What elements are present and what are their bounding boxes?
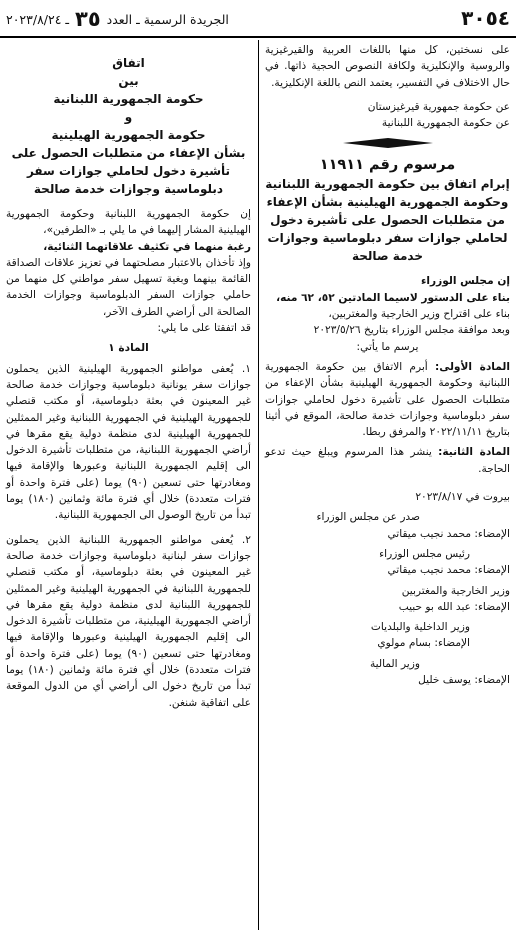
agreement-heading: اتفاق	[112, 56, 145, 70]
clause-2: ٢. يُعفى مواطنو الجمهورية اللبنانية الذين يحملون جوازات سفر لبنانية دبلوماسية وجوازات خدمة صالحة غير المعينون في بعثة دبلوماسية، أو مكتب قنصلي للجمهورية اللبنانية في الجمهورية الهيلينية وغير الممثلين للجمهورية اللبنانية لدى منظمة دولية يقع مقرها في أراضي الجمهورية الهيلينية، من متطلبات تأشيرة الدخول الى إقليم الجمهورية الهيلينية وعبورها والإقامة فيها ومغادرتها حتى تسعين (٩٠) يوما (على فترة واحدة أو فترات متعددة) خلال أي فترة مائة وثمانين (١٨٠) يوما تبدأ من تاريخ دخول الى أراضي أي من الدول الموقعة على اتفاقية شنغن.	[6, 533, 251, 709]
finance-title: وزير المالية	[369, 657, 420, 670]
decrees-line: يرسم ما يأتي:	[356, 340, 419, 353]
page-header	[0, 0, 516, 38]
decree-issuer: إن مجلس الوزراء	[420, 275, 510, 288]
decree-basis-2: بناء على اقتراح وزير الخارجية والمغتربين،	[328, 308, 510, 321]
issued-by: صدر عن مجلس الوزراء	[316, 511, 420, 524]
fm-signature: الإمضاء: عبد الله بو حبيب	[398, 600, 510, 613]
article-2	[265, 444, 510, 477]
decree-title: مرسوم رقم ١١٩١١	[319, 157, 456, 174]
signature-lebanon: عن حكومة الجمهورية اللبنانية	[381, 117, 510, 130]
agreement-party-2: حكومة الجمهورية الهيلينية	[51, 128, 206, 142]
ornament-divider	[265, 136, 510, 150]
fm-title: وزير الخارجية والمغتربين	[401, 584, 510, 597]
decree-basis-1: بناء على الدستور لاسيما المادتين ٥٢، ٦٢ منه،	[276, 291, 510, 304]
agreement-between: بين	[118, 74, 139, 88]
decree-basis-3: وبعد موافقة مجلس الوزراء بتاريخ ٢٠٢٣/٥/٢٦	[313, 324, 510, 337]
sign-president: الإمضاء: محمد نجيب ميقاتي	[387, 527, 510, 540]
decree-subject: إبرام اتفاق بين حكومة الجمهورية اللبنانية وحكومة الجمهورية الهيلينية بشأن الإعفاء من متطلبات الحصول على تأشيرة دخول لحاملي جوازات سفر دبلوماسية وجوازات خدمة صالحة	[265, 177, 510, 264]
pm-signature: الإمضاء: محمد نجيب ميقاتي	[387, 564, 510, 577]
gazette-title	[6, 9, 229, 29]
left-column	[6, 42, 251, 711]
agreement-and: و	[124, 110, 133, 124]
im-signature: الإمضاء: بسام مولوي	[377, 637, 470, 650]
finance-signature: الإمضاء: يوسف خليل	[418, 674, 510, 687]
gazette-date: ـ ٢٠٢٣/٨/٢٤	[6, 12, 70, 27]
decree-date: بيروت في ٢٠٢٣/٨/١٧	[415, 491, 510, 504]
article-2-label: المادة الثانية:	[438, 446, 510, 459]
im-title: وزير الداخلية والبلديات	[370, 621, 470, 634]
gazette-title-prefix: الجريدة الرسمية ـ العدد	[106, 12, 229, 27]
agreement-subject: بشأن الإعفاء من متطلبات الحصول على تأشيرة دخول لحاملي جوازات سفر دبلوماسية وجوازات خدمة صالحة	[11, 146, 246, 196]
right-column	[265, 42, 510, 688]
signature-kyrgyz: عن حكومة جمهورية قيرغيزستان	[367, 100, 510, 113]
article-heading: المادة ١	[108, 342, 149, 355]
preamble-1: إن حكومة الجمهورية اللبنانية وحكومة الجمهورية الهيلينية المشار إليهما في ما يلي بـ «الطرفين»،	[6, 208, 251, 237]
preamble-3: وإذ تأخذان بالاعتبار مصلحتهما في تعزيز علاقات الصداقة القائمة بينهما وبغية تسهيل سفر مواطني كل منهما من حاملي جوازات السفر الدبلوماسية وجوازات الخدمة الصالحة الى أراضي الطرف الآخر،	[6, 256, 251, 318]
pm-title: رئيس مجلس الوزراء	[379, 547, 470, 560]
agreement-party-1: حكومة الجمهورية اللبنانية	[53, 92, 204, 106]
clause-1: ١. يُعفى مواطنو الجمهورية الهيلينية الذين يحملون جوازات سفر يونانية دبلوماسية وجوازات خدمة صالحة غير المعينون في بعثة دبلوماسية، أو مكتب قنصلي للجمهورية الهيلينية في الجمهورية اللبنانية وغير الممثلين للجمهورية الهيلينية لدى منظمة دولية يقع مقرها في أراضي الجمهورية اللبنانية، من متطلبات تأشيرة الدخول الى إقليم الجمهورية اللبنانية وعبورها والإقامة فيها ومغادرتها حتى تسعين (٩٠) يوما (على فترة واحدة أو فترات متعددة) خلال أي فترة مائة وثمانين (١٨٠) يوما تبدأ من تاريخ الوصول الى الجمهورية اللبنانية.	[6, 362, 251, 522]
article-1-text: أبرم الاتفاق بين حكومة الجمهورية اللبنانية وحكومة الجمهورية الهيلينية بشأن الإعفاء من متطلبات الحصول على تأشيرة دخول لحاملي جوازات سفر دبلوماسية وجوازات خدمة صالحة، الموقع في أثينا بتاريخ ٢٠٢٢/١١/١١ والمرفق ربطا.	[265, 360, 510, 439]
preamble-4: قد اتفقتا على ما يلي:	[157, 322, 251, 335]
article-1-label: المادة الأولى:	[435, 360, 510, 373]
issue-number: ٣٥	[75, 7, 101, 31]
column-divider	[258, 40, 259, 930]
page-number: ٣٠٥٤	[461, 6, 510, 30]
article-1	[265, 359, 510, 440]
intro-paragraph: على نسختين، كل منها باللغات العربية والقيرغيزية والروسية والإنكليزية ولكافة النصوص الحجية ذاتها. في حال الاختلاف في التفسير، يعتمد النص باللغة الإنكليزية.	[265, 44, 510, 89]
preamble-2: رغبة منهما في تكثيف علاقاتهما الثنائية،	[43, 240, 251, 253]
article-2-text: ينشر هذا المرسوم ويبلغ حيث تدعو الحاجة.	[265, 446, 510, 475]
